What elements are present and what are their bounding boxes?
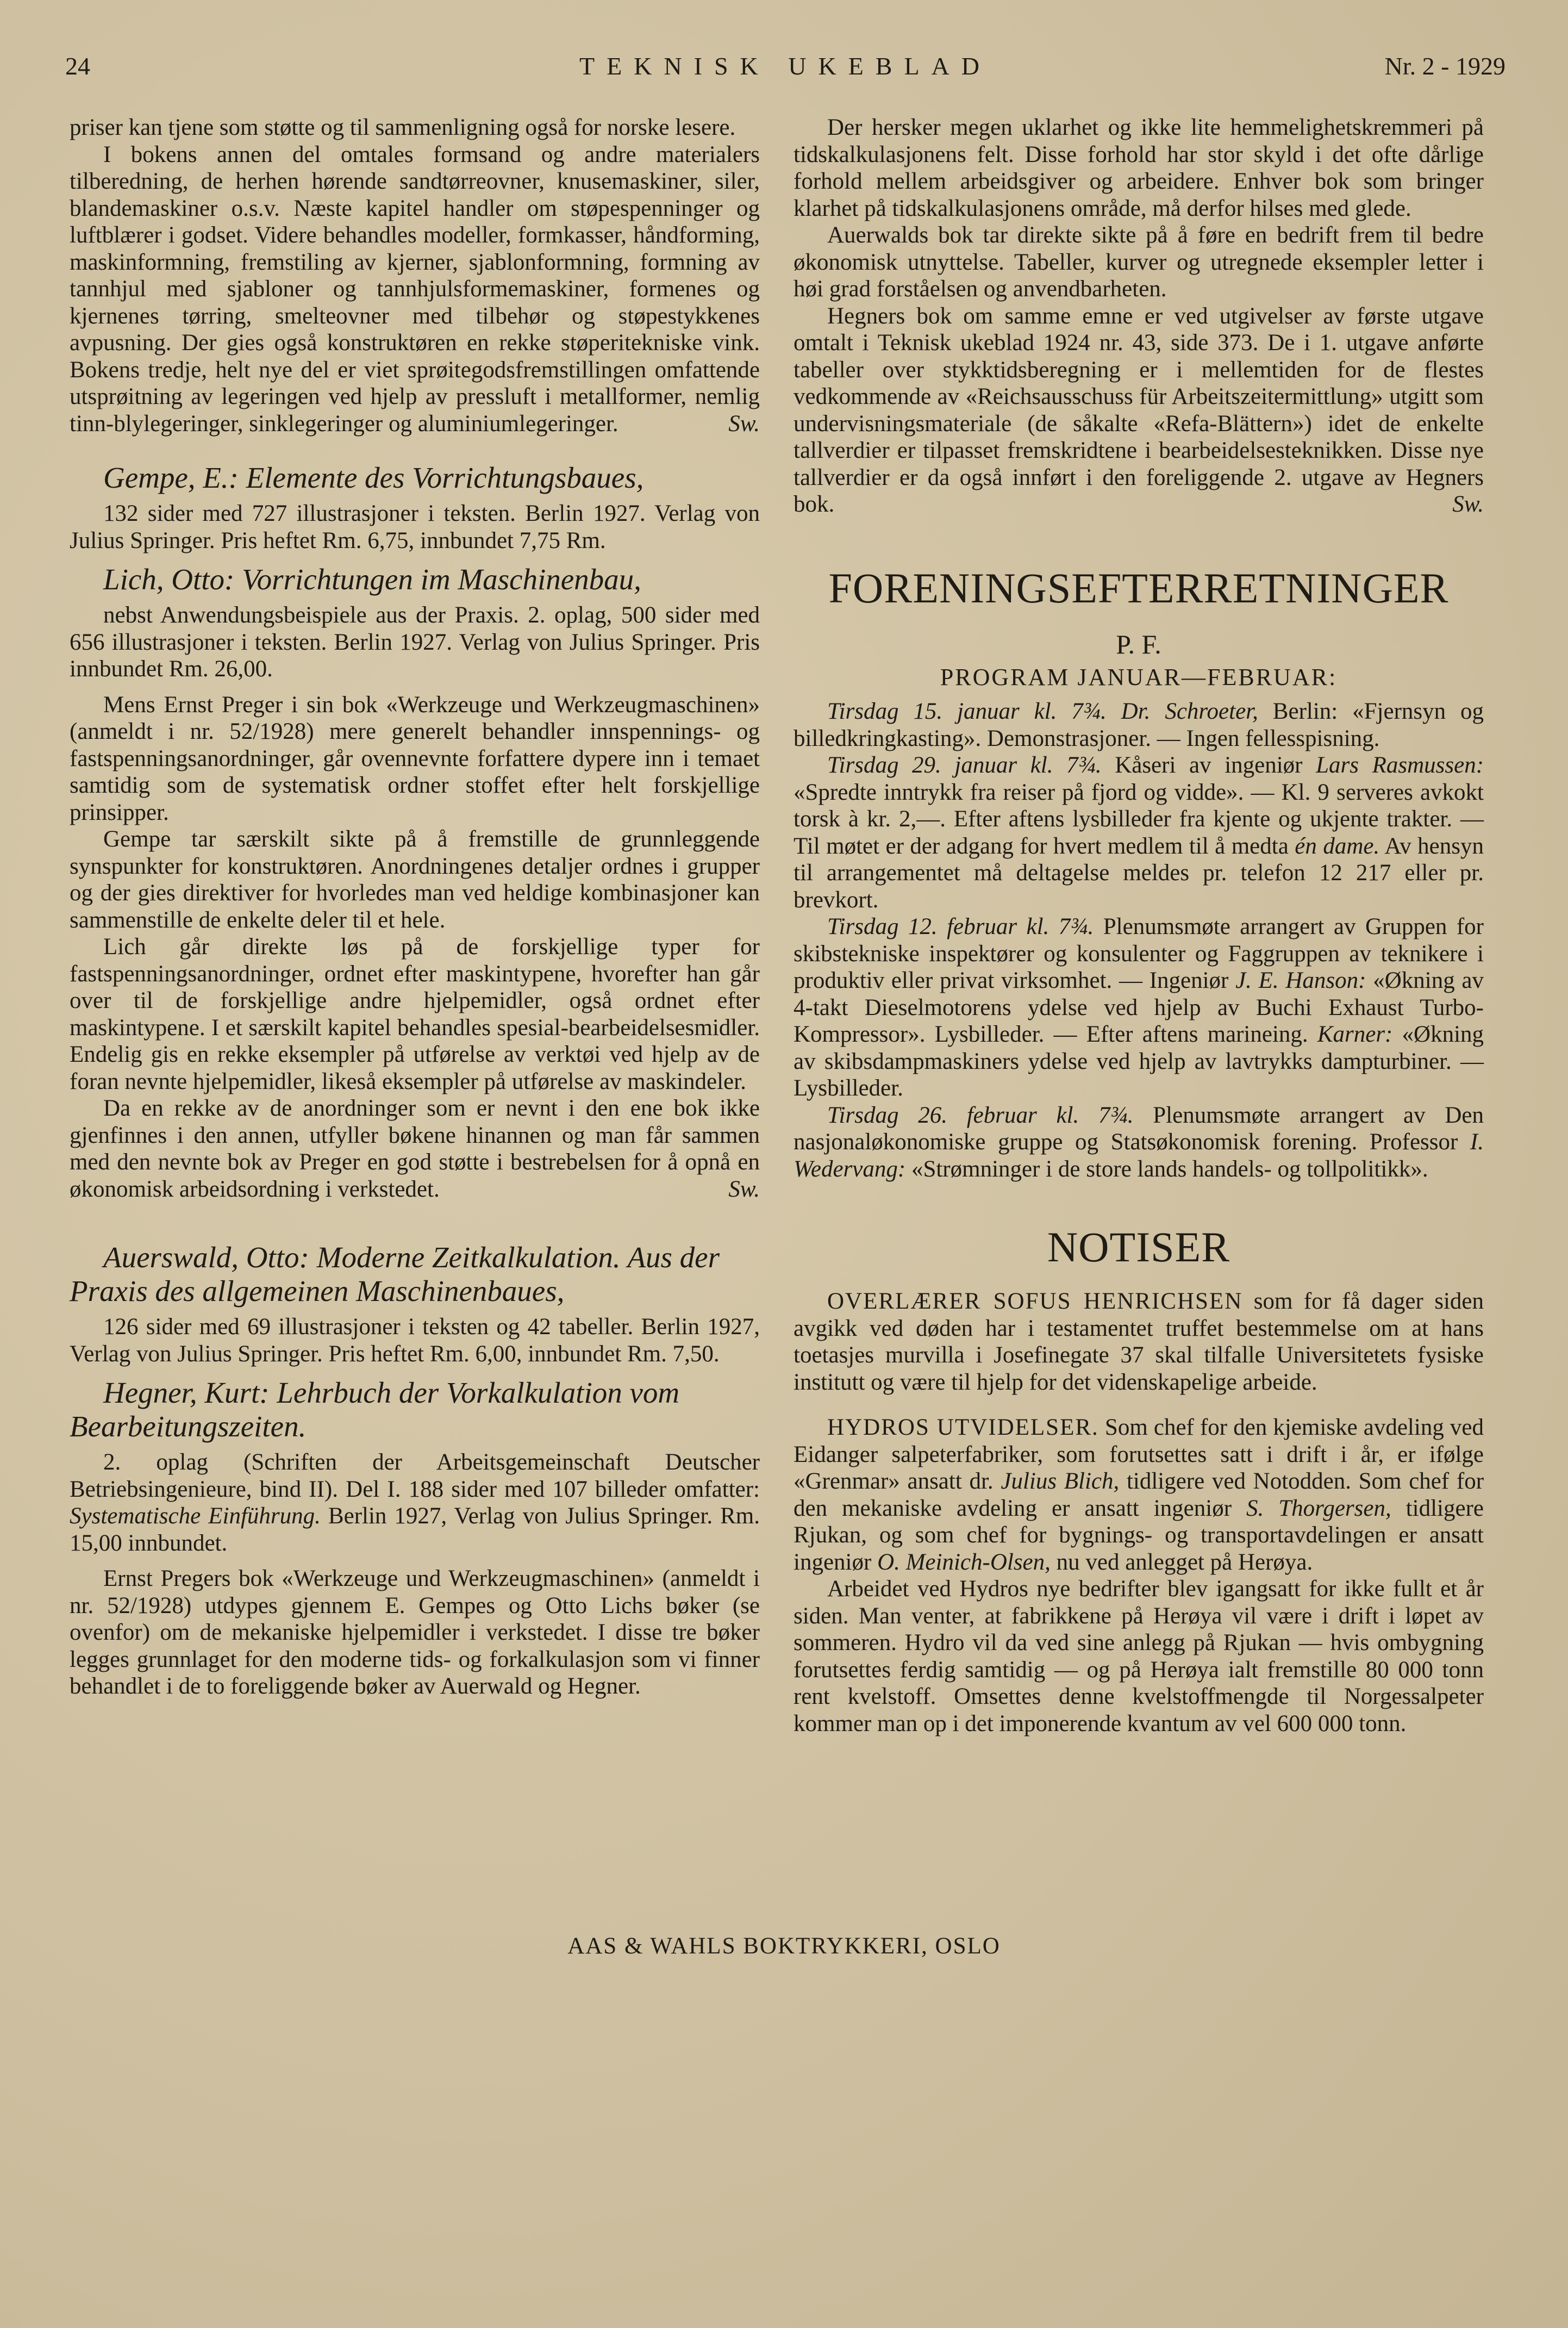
- notice-paragraph: [794, 1288, 1484, 1396]
- event-speaker: I. Wedervang:: [794, 1129, 1484, 1182]
- paragraph: Hegners bok om samme emne er ved utgivelser av første utgave omtalt i Teknisk ukeblad 1924 nr. 43, side 373. De i 1. utgave anførte tabeller over stykktidsberegning er i mellemtiden for de flestes vedkommende av «Reichsausschuss für Arbeitszeitermittlung» utgitt som undervisningsmateriale (de såkalte «Refa-Blättern») idet de enkelte tallverdier er tilpasset fremskridtene i bearbeidelsesteknikken. Disse nye tallverdier er da også innført i den foreliggende 2. utgave av Hegners bok.: [794, 303, 1484, 517]
- event-entry: [794, 752, 1484, 913]
- publication-title: TEKNISK UKEBLAD: [579, 52, 991, 80]
- signature: Sw.: [728, 1176, 760, 1202]
- notice-text: tidligere Rjukan, og som chef for bygnings- og transportavdelingen er ansatt ingeniør: [794, 1495, 1484, 1575]
- event-text: Plenumsmøte arrangert av Gruppen for skibstekniske inspektører og konsulenter og Faggruppen av teknikere i produktiv eller privat virksomhet. — Ingeniør: [794, 914, 1484, 993]
- book-details-text: Berlin 1927, Verlag von Julius Springer. Rm. 15,00 innbundet.: [70, 1503, 760, 1556]
- event-speaker: Karner:: [1317, 1022, 1393, 1047]
- section-heading: FORENINGSEFTERRETNINGER: [828, 564, 1449, 612]
- notice-lead: OVERLÆRER SOFUS HENRICHSEN: [827, 1289, 1243, 1314]
- book-title: Lich, Otto: Vorrichtungen im Maschinenbau,: [103, 563, 641, 596]
- section-heading: NOTISER: [1047, 1223, 1230, 1271]
- paragraph: priser kan tjene som støtte og til sammenligning også for norske lesere.: [70, 115, 736, 140]
- paragraph: Lich går direkte løs på de forskjellige typer for fastspenningsanordninger, ordnet efter maskintypene, hvorefter han går over til de forskjellige andre hjelpemidler, også ordnet efter maskintypene. I et særskilt kapitel behandles spesial-bearbeidelsesmidler. Endelig gis en rekke eksempler på utførelse av verktøi ved hjelp av de foran nevnte hjelpemidler, likeså eksempler på utførelse av maskindeler.: [70, 934, 760, 1094]
- event-speaker: J. E. Hanson:: [1235, 968, 1366, 993]
- paragraph: Der hersker megen uklarhet og ikke lite hemmelighetskremmeri på tidskalkulasjonens felt. Disse forhold har stor skyld i det ofte dårlige forhold mellem arbeidsgiver og arbeidere. Enhver bok som bringer klarhet på tidskalkulasjonens område, må derfor hilses med glede.: [794, 115, 1484, 221]
- paragraph: Ernst Pregers bok «Werkzeuge und Werkzeugmaschinen» (anmeldt i nr. 52/1928) utdypes gjennem E. Gempes og Otto Lichs bøker (se ovenfor) om de mekaniske hjelpemidler i verkstedet. I disse tre bøker legges grunnlaget for den moderne tids- og forkalkulasjon som vi finner behandlet i de to foreliggende bøker av Auerwald og Hegner.: [70, 1566, 760, 1699]
- book-details-text: 2. oplag (Schriften der Arbeitsgemeinschaft Deutscher Betriebsingenieure, bind II). Del I. 188 sider med 107 billeder omfatter:: [70, 1449, 760, 1502]
- event-text: Kåseri av ingeniør: [1115, 752, 1303, 778]
- book-title: Gempe, E.: Elemente des Vorrichtungsbaues,: [103, 461, 644, 494]
- event-text: Av hensyn til arrangementet må deltagelse meldes pr. telefon 12 217 eller pr. brevkort.: [794, 833, 1484, 913]
- event-text: «Økning av 4-takt Dieselmotorens ydelse ved hjelp av Buchi Exhaust Turbo-Kompressor». Lysbilleder. — Efter aftens marineing.: [794, 968, 1484, 1047]
- paragraph: I bokens annen del omtales formsand og andre materialers tilberedning, de herhen hørende sandtørreovner, knusemaskiner, siler, blandemaskiner o.s.v. Næste kapitel handler om støpespenninger og luftblærer i godset. Videre behandles modeller, formkasser, håndforming, maskinformning, fremstiling av kjerner, sjablonformning, formning av tannhjul med sjabloner og tannhjulsformemaskiner, formenes og kjernenes tørring, smelteovner med tilbehør og støpestykkenes avpusning. Der gies også konstruktøren en rekke støperitekniske vink. Bokens tredje, helt nye del er viet sprøitegodsfremstillingen omfattende utsprøitning av legeringen ved hjelp av pressluft i metallformer, nemlig tinn-blylegeringer, sinklegeringer og aluminiumlegeringer.: [70, 141, 760, 437]
- signature: Sw.: [728, 410, 760, 437]
- person-name: O. Meinich-Olsen,: [877, 1549, 1051, 1575]
- program-heading: PROGRAM JANUAR—FEBRUAR:: [940, 663, 1338, 690]
- person-name: S. Thorgersen,: [1246, 1495, 1391, 1521]
- book-title: Hegner, Kurt: Lehrbuch der Vorkalkulation vom Bearbeitungszeiten.: [70, 1376, 680, 1443]
- right-column: [794, 114, 1484, 1737]
- society-heading: P. F.: [1116, 628, 1161, 659]
- page-header: [65, 52, 1505, 84]
- event-text: Plenumsmøte arrangert av Den nasjonaløkonomiske gruppe og Statsøkonomisk forening. Professor: [794, 1102, 1484, 1155]
- notice-text: tidligere ved Notodden. Som chef for den mekaniske avdeling er ansatt ingeniør: [794, 1468, 1484, 1521]
- printer-imprint: AAS & WAHLS BOKTRYKKERI, OSLO: [567, 1933, 1001, 1959]
- book-details: 126 sider med 69 illustrasjoner i teksten og 42 tabeller. Berlin 1927, Verlag von Julius Springer. Pris heftet Rm. 6,00, innbundet Rm. 7,50.: [70, 1314, 760, 1367]
- event-text: Berlin: «Fjernsyn og billedkringkasting». Demonstrasjoner. — Ingen fellesspisning.: [794, 699, 1484, 751]
- notice-lead: HYDROS UTVIDELSER.: [827, 1415, 1099, 1440]
- event-entry: [794, 913, 1484, 1102]
- event-speaker: Dr. Schroeter,: [1121, 699, 1258, 724]
- notice-paragraph: [794, 1414, 1484, 1576]
- event-text: «Spredte inntrykk fra reiser på fjord og vidde». — Kl. 9 serveres avkokt torsk à kr. 2,—. Efter aftens lysbilleder fra kjente og ukjente trakter. — Til møtet er der adgang for hvert medlem til å medta: [794, 779, 1484, 859]
- book-title: Auerswald, Otto: Moderne Zeitkalkulation. Aus der Praxis des allgemeinen Maschinenbaues,: [70, 1241, 720, 1308]
- book-details: nebst Anwendungsbeispiele aus der Praxis. 2. oplag, 500 sider med 656 illustrasjoner i teksten. Berlin 1927. Verlag von Julius Springer. Pris innbundet Rm. 26,00.: [70, 602, 760, 682]
- event-date: Tirsdag 26. februar kl. 7¾.: [827, 1102, 1134, 1128]
- notice-text: som for få dager siden avgikk ved døden har i testamentet truffet bestemmelse om at hans toetasjes murvilla i Josefinegate 37 skal tilfalle Universitetets fysiske institutt og være til hjelp for det videnskapelige arbeide.: [794, 1289, 1484, 1395]
- event-text: «Strømninger i de store lands handels- og tollpolitikk».: [911, 1156, 1428, 1182]
- book-details: [70, 1449, 760, 1557]
- signature: Sw.: [1452, 491, 1484, 517]
- event-date: Tirsdag 29. januar kl. 7¾.: [827, 752, 1102, 778]
- event-date: Tirsdag 15. januar kl. 7¾.: [827, 699, 1107, 724]
- issue-number: Nr. 2 - 1929: [1384, 52, 1505, 80]
- paragraph: Gempe tar særskilt sikte på å fremstille de grunnleggende synspunkter for konstruktøren. Anordningenes detaljer ordnes i grupper og der gies direktiver for hvorledes man ved heldige kombinasjoner kan sammenstille de enkelte deler til et hele.: [70, 826, 760, 933]
- event-entry: [794, 698, 1484, 752]
- notice-text: Som chef for den kjemiske avdeling ved Eidanger salpeterfabriker, som forutsettes satt i drift i år, er ifølge «Grenmar» ansatt dr.: [794, 1415, 1484, 1494]
- event-date: Tirsdag 12. februar kl. 7¾.: [827, 914, 1094, 939]
- notice-paragraph: Arbeidet ved Hydros nye bedrifter blev igangsatt for ikke fullt et år siden. Man venter, at fabrikkene på Herøya vil være i drift i løpet av sommeren. Hydro vil da ved sine anlegg på Rjukan — hvis ombygning forutsettes ferdig samtidig — og på Herøya ialt fremstille 80 000 tonn rent kvelstoff. Omsettes denne kvelstoffmengde til Norgessalpeter kommer man op i det imponerende kvantum av vel 600 000 tonn.: [794, 1576, 1484, 1736]
- notice-text: nu ved anlegget på Herøya.: [1056, 1549, 1313, 1575]
- event-emphasis: én dame.: [1295, 833, 1380, 859]
- event-speaker: Lars Rasmussen:: [1316, 752, 1484, 778]
- paragraph: Mens Ernst Preger i sin bok «Werkzeuge und Werkzeugmaschinen» (anmeldt i nr. 52/1928) mere generelt behandler innspennings- og fastspenningsanordninger, går ovennevnte forfattere dypere inn i temaet samtidig som de systematisk ordner stoffet efter helt forskjellige prinsipper.: [70, 692, 760, 825]
- event-entry: [794, 1102, 1484, 1183]
- event-text: «Økning av skibsdampmaskiners ydelse ved hjelp av lavtrykks dampturbiner. — Lysbilleder.: [794, 1022, 1484, 1101]
- left-column: [70, 114, 760, 1700]
- person-name: Julius Blich,: [1001, 1468, 1120, 1494]
- paragraph: Da en rekke av de anordninger som er nevnt i den ene bok ikke gjenfinnes i den annen, utfyller bøkene hinannen og man får sammen med den nevnte bok av Preger en god støtte i bestrebelsen for å opnå en økonomisk arbeidsordning i verkstedet.: [70, 1095, 760, 1202]
- book-subtitle: Systematische Einführung.: [70, 1503, 321, 1529]
- page-number: 24: [65, 52, 90, 80]
- book-details: 132 sider med 727 illustrasjoner i teksten. Berlin 1927. Verlag von Julius Springer. Pris heftet Rm. 6,75, innbundet 7,75 Rm.: [70, 501, 760, 553]
- paragraph: Auerwalds bok tar direkte sikte på å føre en bedrift frem til bedre økonomisk utnyttelse. Tabeller, kurver og utregnede eksempler letter i høi grad forståelsen og anvendbarheten.: [794, 222, 1484, 302]
